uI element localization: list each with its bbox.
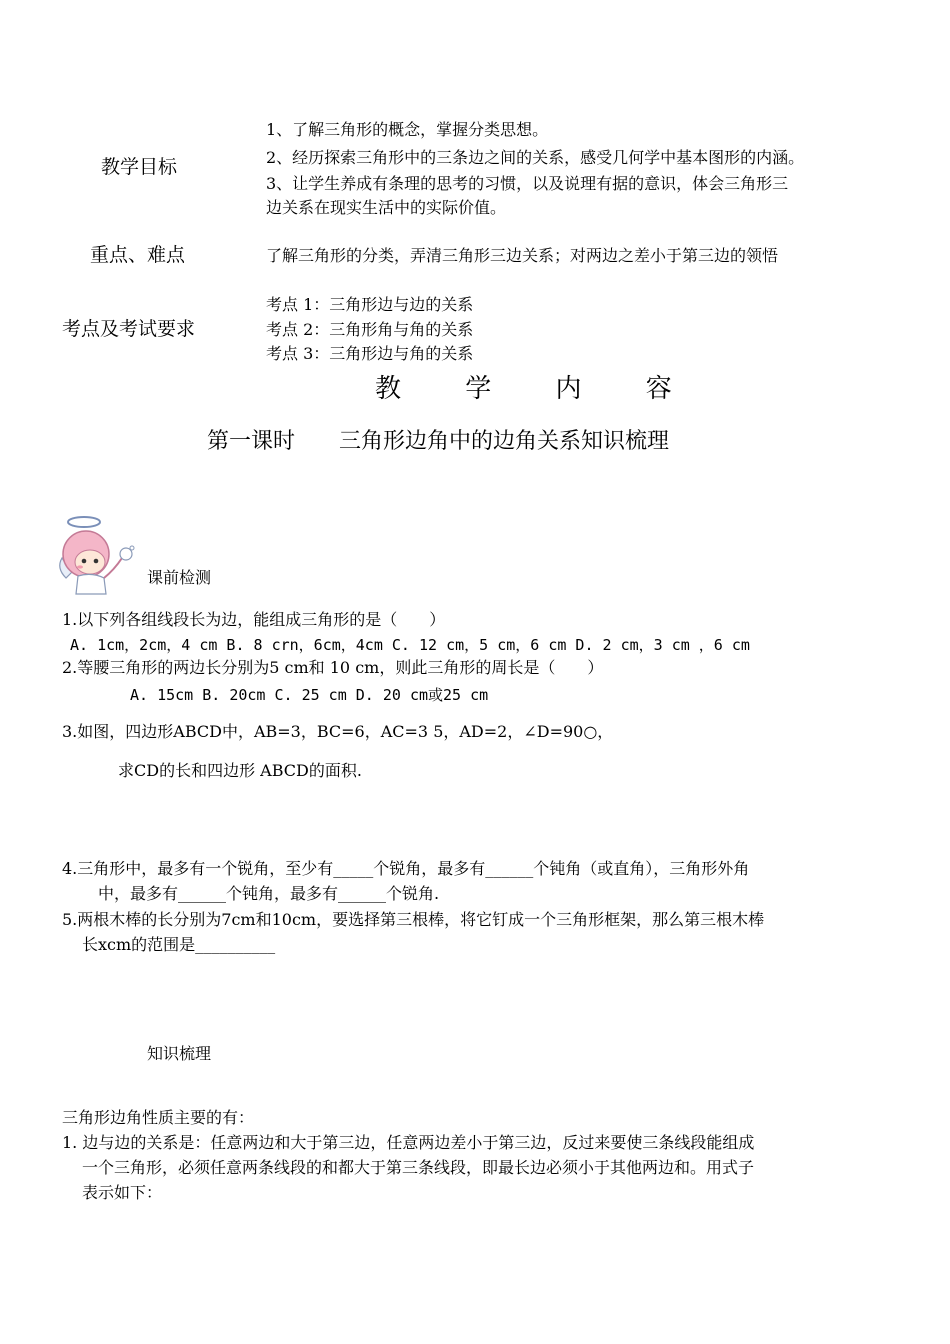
exam-item-2: 考点 2：三角形角与角的关系 xyxy=(266,320,474,339)
knowledge-item-1-line-1: 1. 边与边的关系是：任意两边和大于第三边，任意两边差小于第三边，反过来要使三条线段能组成 xyxy=(62,1133,755,1152)
key-points-label: 重点、难点 xyxy=(90,244,186,266)
question-1: 1.以下列各组线段长为边，能组成三角形的是（ ） xyxy=(62,610,446,629)
question-4-line-1: 4.三角形中，最多有一个锐角，至少有_____个锐角，最多有______个钝角（或直角），三角形外角 xyxy=(62,859,750,878)
question-4-line-2: 中，最多有______个钝角，最多有______个锐角. xyxy=(98,884,440,903)
exam-item-1: 考点 1：三角形边与边的关系 xyxy=(266,295,474,314)
question-3: 3.如图，四边形ABCD中，AB=3，BC=6，AC=3 5，AD=2，∠D=90○， xyxy=(62,722,614,741)
lesson-title: 第一课时 三角形边角中的边角关系知识梳理 xyxy=(207,429,670,454)
question-5-line-2: 长xcm的范围是__________ xyxy=(82,935,276,954)
knowledge-item-1-line-3: 表示如下： xyxy=(82,1183,163,1202)
knowledge-intro: 三角形边角性质主要的有： xyxy=(62,1108,255,1127)
goal-item-1: 1、了解三角形的概念，掌握分类思想。 xyxy=(266,120,549,139)
question-3-ask: 求CD的长和四边形 ABCD的面积. xyxy=(118,761,362,780)
goals-label: 教学目标 xyxy=(101,156,178,178)
exam-label: 考点及考试要求 xyxy=(62,318,196,340)
exam-item-3: 考点 3：三角形边与角的关系 xyxy=(266,344,474,363)
goal-item-3: 3、让学生养成有条理的思考的习惯，以及说理有据的意识，体会三角形三 xyxy=(266,174,789,193)
goal-item-2: 2、经历探索三角形中的三条边之间的关系，感受几何学中基本图形的内涵。 xyxy=(266,148,805,167)
goal-item-3-cont: 边关系在现实生活中的实际价值。 xyxy=(266,198,507,217)
pretest-label: 课前检测 xyxy=(147,568,212,587)
content-title: 教 学 内 容 xyxy=(375,374,700,404)
knowledge-item-1-line-2: 一个三角形，必须任意两条线段的和都大于第三条线段，即最长边必须小于其他两边和。用式子 xyxy=(82,1158,755,1177)
question-1-options: A. 1cm，2cm，4 cm B. 8 crn，6cm，4cm C. 12 cm，5 cm，6 cm D. 2 cm，3 cm ，6 cm xyxy=(70,636,750,654)
question-5-line-1: 5.两根木棒的长分别为7cm和10cm，要选择第三根棒，将它钉成一个三角形框架，那么第三根木棒 xyxy=(62,910,765,929)
key-points-text: 了解三角形的分类，弄清三角形三边关系；对两边之差小于第三边的领悟 xyxy=(266,246,779,265)
angel-mascot-icon xyxy=(52,512,138,598)
knowledge-label: 知识梳理 xyxy=(147,1044,212,1063)
question-2-options: A. 15cm B. 20cm C. 25 cm D. 20 cm或25 cm xyxy=(130,686,489,704)
question-2: 2.等腰三角形的两边长分别为5 cm和 10 cm，则此三角形的周长是（ ） xyxy=(62,658,604,677)
